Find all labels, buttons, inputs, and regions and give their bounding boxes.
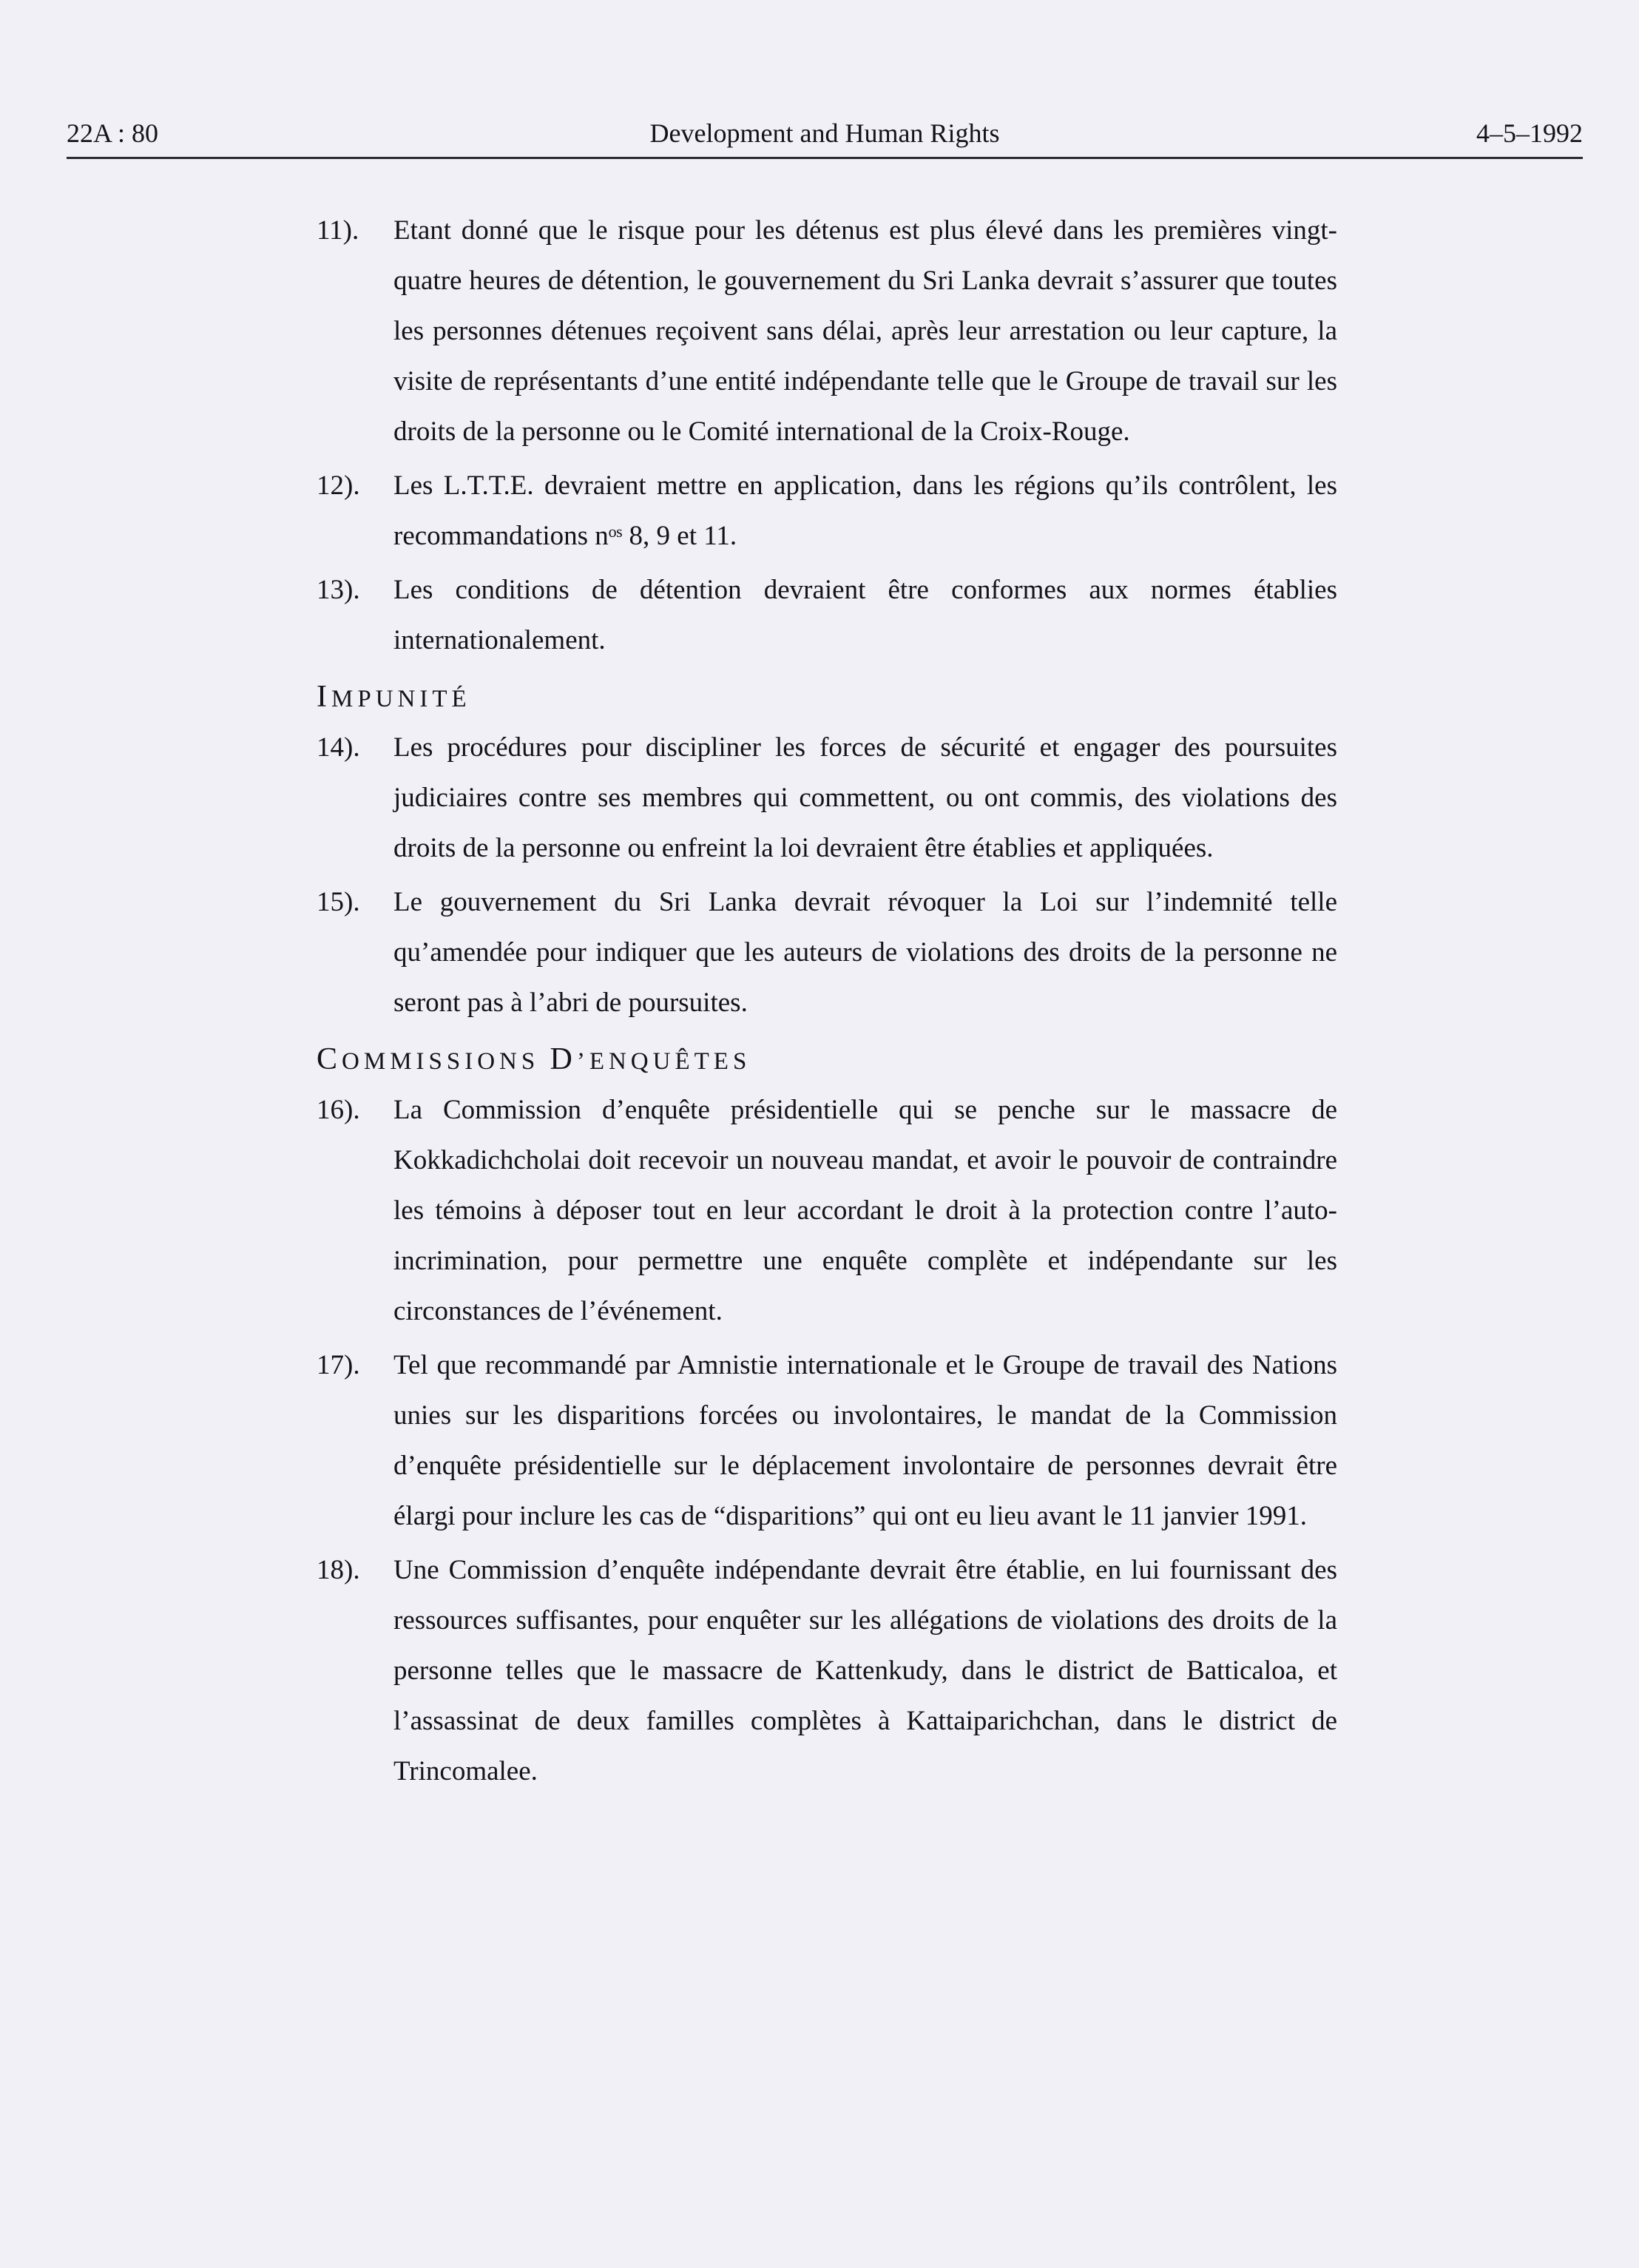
item-text: La Commission d’enquête présidentielle qui se penche sur le massacre de Kokkadichcholai doit recevoir un nouveau mandat, et avoir le pouvoir de contraindre les témoins à déposer tout en leur accordant le droit à la protection contre l’auto-incrimination, pour permettre une enquête complète et indépendante sur les circonstances de l’événement. — [393, 1095, 1337, 1326]
item-text: Etant donné que le risque pour les détenus est plus élevé dans les premières vingt-quatre heures de détention, le gouvernement du Sri Lanka devrait s’assurer que toutes les personnes détenues reçoivent sans délai, après leur arrestation ou leur capture, la visite de représentants d’une entité indépendante telle que le Groupe de travail sur les droits de la personne ou le Comité international de la Croix-Rouge. — [393, 215, 1337, 447]
item-text: Le gouvernement du Sri Lanka devrait révoquer la Loi sur l’indemnité telle qu’amendée pour indiquer que les auteurs de violations des droits de la personne ne seront pas à l’abri de poursuites. — [393, 887, 1337, 1018]
item-text: Les L.T.T.E. devraient mettre en application, dans les régions qu’ils contrôlent, les recommandations nᵒˢ 8, 9 et 11. — [393, 470, 1337, 551]
item-text: Tel que recommandé par Amnistie internationale et le Groupe de travail des Nations unies sur les disparitions forcées ou involontaires, le mandat de la Commission d’enquête présidentielle sur le déplacement involontaire de personnes devrait être élargi pour inclure les cas de “disparitions” qui ont eu lieu avant le 11 janvier 1991. — [393, 1350, 1337, 1531]
page-header — [67, 111, 1583, 159]
running-title: Development and Human Rights — [649, 118, 1000, 148]
commissions-section — [317, 1040, 1337, 1797]
recommendation-item — [317, 1085, 1337, 1337]
item-number: 12). — [317, 470, 360, 501]
item-text: Une Commission d’enquête indépendante devrait être établie, en lui fournissant des ressources suffisantes, pour enquêter sur les allégations de violations des droits de la personne telles que le massacre de Kattenkudy, dans le district de Batticaloa, et l’assassinat de deux familles complètes à Kattaiparichchan, dans le district de Trincomalee. — [393, 1555, 1337, 1786]
recommendation-item — [317, 877, 1337, 1028]
recommendation-item — [317, 206, 1337, 457]
recommendation-item — [317, 461, 1337, 561]
item-number: 15). — [317, 887, 360, 917]
impunity-section — [317, 678, 1337, 1028]
section-heading — [317, 678, 1337, 718]
item-number: 16). — [317, 1095, 360, 1125]
item-number: 14). — [317, 732, 360, 763]
item-number: 11). — [317, 215, 359, 246]
recommendations-body — [317, 206, 1337, 1800]
page-number: 22A : 80 — [67, 118, 159, 148]
detention-section — [317, 206, 1337, 666]
section-heading-text: COMMISSIONS D’ENQUÊTES — [317, 1042, 751, 1076]
item-text: Les conditions de détention devraient être conformes aux normes établies internationalement. — [393, 575, 1337, 655]
recommendation-item — [317, 723, 1337, 874]
item-number: 18). — [317, 1555, 360, 1585]
header-date: 4–5–1992 — [1476, 118, 1583, 148]
section-heading — [317, 1040, 1337, 1081]
item-number: 17). — [317, 1350, 360, 1380]
item-number: 13). — [317, 575, 360, 605]
section-heading-text: IMPUNITÉ — [317, 680, 471, 714]
recommendation-item — [317, 1340, 1337, 1542]
item-text: Les procédures pour discipliner les forces de sécurité et engager des poursuites judiciaires contre ses membres qui commettent, ou ont commis, des violations des droits de la personne ou enfreint la loi devraient être établies et appliquées. — [393, 732, 1337, 863]
recommendation-item — [317, 1545, 1337, 1797]
recommendation-item — [317, 565, 1337, 666]
